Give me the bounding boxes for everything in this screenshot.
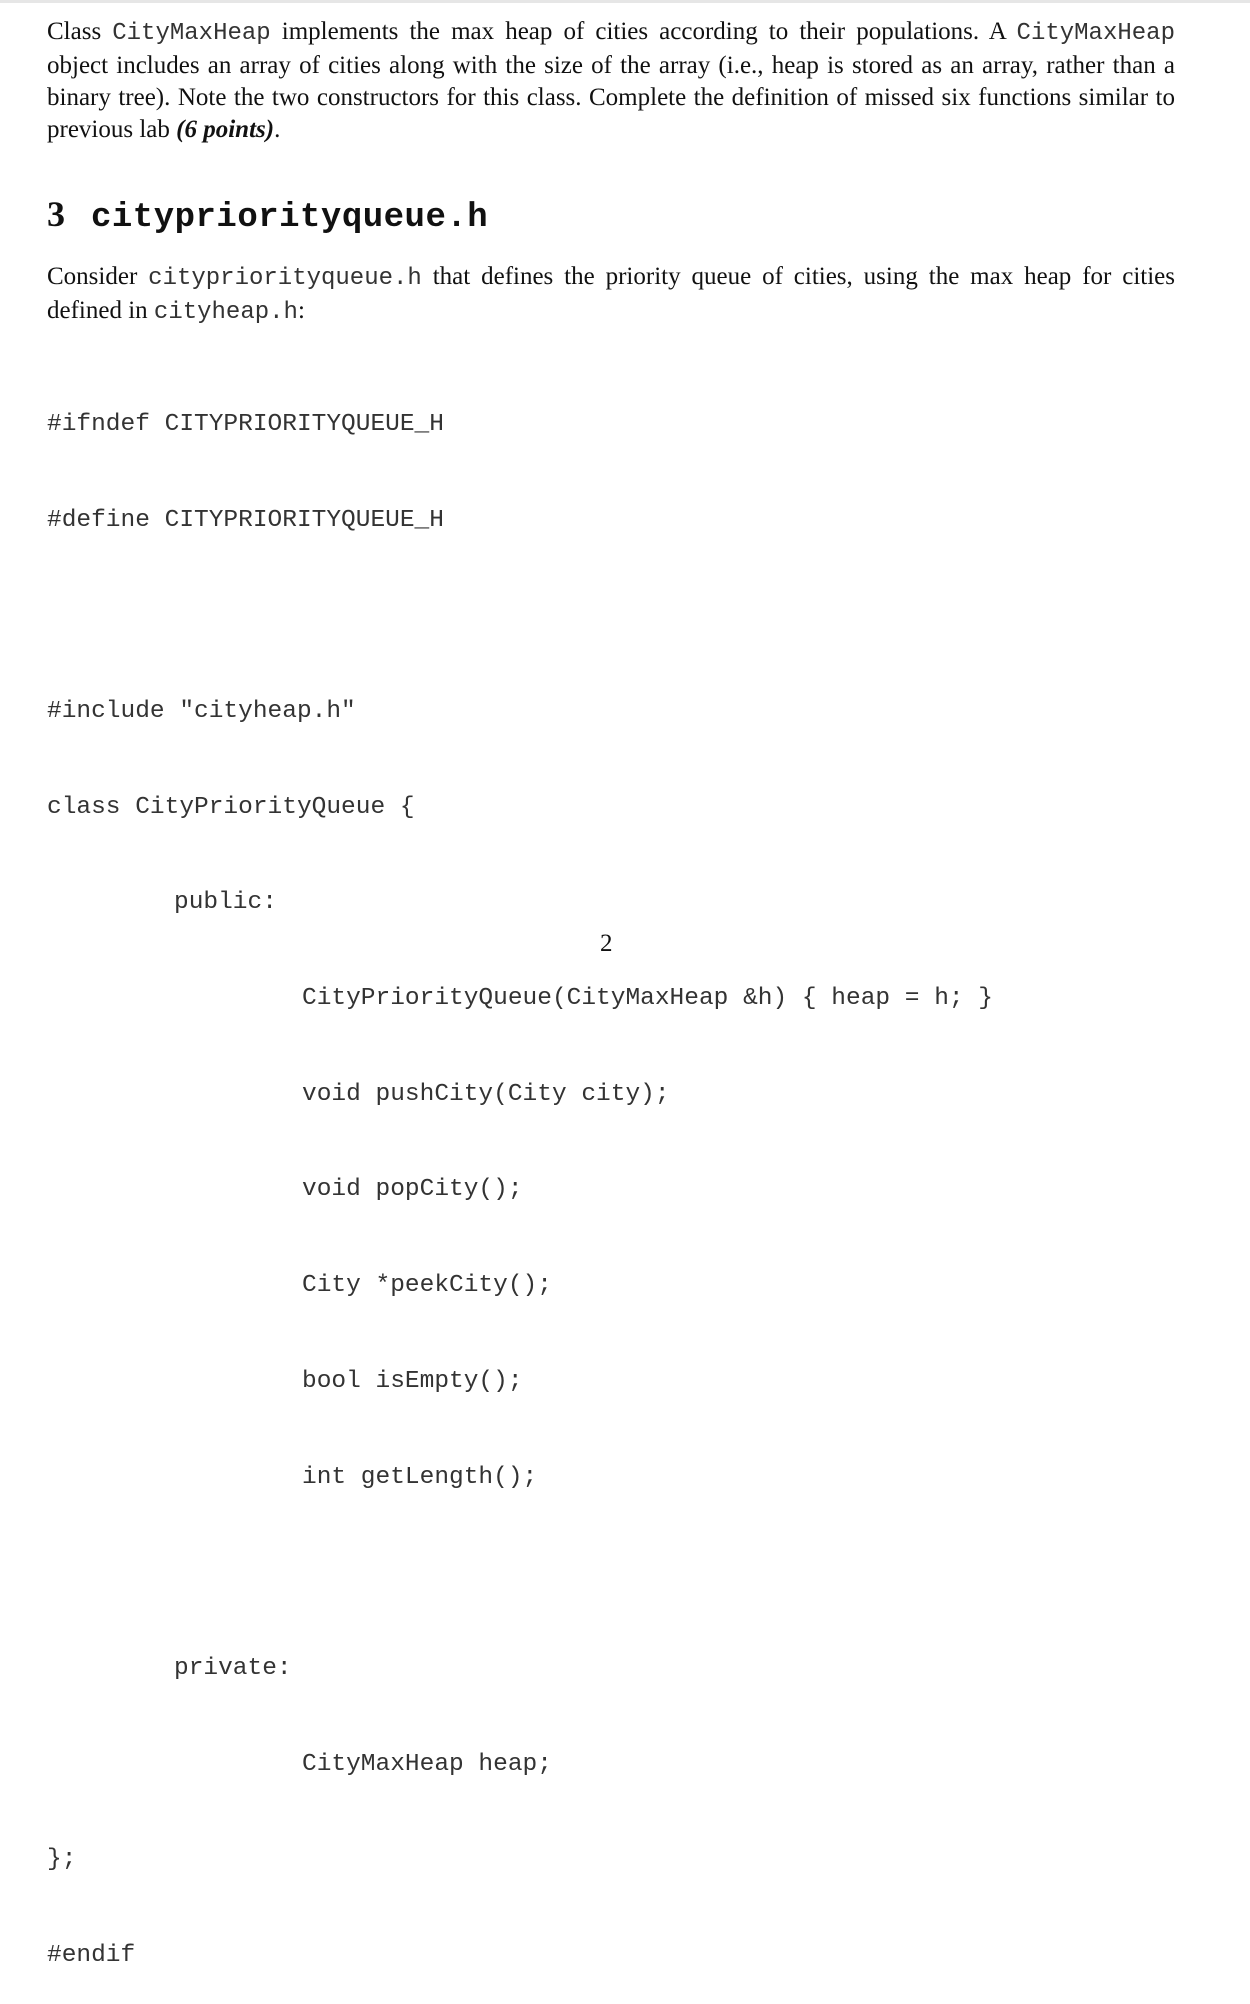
inline-code: CityMaxHeap (112, 20, 271, 47)
page-top-border (0, 0, 1250, 3)
inline-code: cityheap.h (153, 299, 298, 326)
code-line: private: (174, 1654, 292, 1682)
section-title: citypriorityqueue.h (91, 199, 489, 237)
consider-paragraph (47, 261, 1175, 329)
code-line: CityMaxHeap heap; (302, 1750, 552, 1778)
code-line: #include "cityheap.h" (47, 697, 356, 725)
code-line: void popCity(); (302, 1176, 523, 1204)
consider-text: Consider (47, 263, 149, 290)
code-line: int getLength(); (302, 1463, 538, 1491)
code-block (47, 345, 993, 2004)
code-line: #define CITYPRIORITYQUEUE_H (47, 506, 444, 534)
intro-text: object includes an array of cities along with the size of the array (i.e., heap is stored as an array, rather than a binary tree). Note the two constructors for this class. Complete the definition of missed six functions similar to previous lab (47, 52, 1175, 143)
intro-paragraph (47, 16, 1175, 146)
intro-text: implements the max heap of cities according to their populations. A (270, 18, 1017, 45)
code-line: }; (47, 1846, 77, 1874)
page-number: 2 (600, 930, 613, 957)
code-line: bool isEmpty(); (302, 1367, 523, 1395)
code-line: #ifndef CITYPRIORITYQUEUE_H (47, 410, 444, 438)
points-label: (6 points) (176, 116, 275, 143)
code-line: void pushCity(City city); (302, 1080, 670, 1108)
code-line: public: (174, 889, 277, 917)
code-line-blank (47, 1557, 993, 1589)
inline-code: citypriorityqueue.h (148, 265, 422, 292)
section-heading (47, 188, 488, 244)
inline-code: CityMaxHeap (1016, 20, 1175, 47)
consider-text: : (297, 297, 305, 324)
code-line-blank (47, 600, 993, 632)
intro-text: Class (47, 18, 113, 45)
code-line: class CityPriorityQueue { (47, 793, 415, 821)
code-line: City *peekCity(); (302, 1272, 552, 1300)
section-number: 3 (47, 194, 65, 234)
code-line: #endif (47, 1942, 136, 1970)
code-line: CityPriorityQueue(CityMaxHeap &h) { heap = h; } (302, 985, 994, 1013)
consider-text: that defines the priority queue of cities, using the max heap for cities defined in (47, 263, 1175, 324)
intro-text: . (274, 116, 281, 143)
